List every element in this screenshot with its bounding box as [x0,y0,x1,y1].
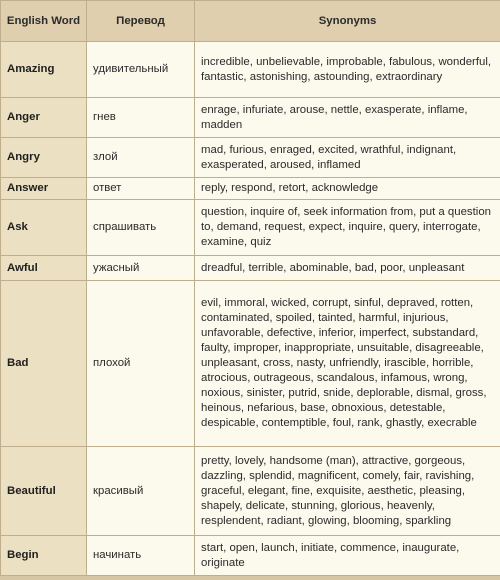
english-word: Answer [1,178,87,200]
translation: удивительный [87,42,195,98]
synonyms: incredible, unbelievable, improbable, fabulous, wonderful, fantastic, astonishing, astounding, extraordinary [195,42,500,98]
translation: красивый [87,447,195,536]
translation: ответ [87,178,195,200]
header-row [1,1,500,42]
table-row [1,200,500,256]
synonyms: enrage, infuriate, arouse, nettle, exasperate, inflame, madden [195,98,500,138]
table-row [1,138,500,178]
synonyms: mad, furious, enraged, excited, wrathful, indignant, exasperated, aroused, inflamed [195,138,500,178]
english-word: Angry [1,138,87,178]
synonyms: reply, respond, retort, acknowledge [195,178,500,200]
table-row [1,256,500,281]
table-row [1,178,500,200]
table-row [1,98,500,138]
synonyms: question, inquire of, seek information from, put a question to, demand, request, expect, inquire, query, interrogate, examine, quiz [195,200,500,256]
english-word: Begin [1,536,87,576]
synonyms: dreadful, terrible, abominable, bad, poor, unpleasant [195,256,500,281]
translation: плохой [87,281,195,447]
english-word: Bad [1,281,87,447]
english-word: Anger [1,98,87,138]
synonyms: evil, immoral, wicked, corrupt, sinful, depraved, rotten, contaminated, spoiled, tainted, harmful, injurious, unfavorable, defective, inferior, imperfect, substandard, faulty, improper, inappropriate, unsuitable, disagreeable, unpleasant, cross, nasty, unfriendly, irascible, horrible, atrocious, outrageous, scandalous, infamous, wrong, noxious, sinister, putrid, snide, deplorable, dismal, gross, heinous, nefarious, base, obnoxious, detestable, despicable, contemptible, foul, rank, ghastly, execrable [195,281,500,447]
synonyms: pretty, lovely, handsome (man), attractive, gorgeous, dazzling, splendid, magnificent, comely, fair, ravishing, graceful, elegant, fine, exquisite, aesthetic, pleasing, shapely, delicate, stunning, glorious, heavenly, resplendent, radiant, glowing, blooming, sparkling [195,447,500,536]
header-translation: Перевод [87,1,195,42]
translation: спрашивать [87,200,195,256]
english-word: Awful [1,256,87,281]
english-word: Amazing [1,42,87,98]
translation: ужасный [87,256,195,281]
header-synonyms: Synonyms [195,1,500,42]
english-word: Beautiful [1,447,87,536]
translation: начинать [87,536,195,576]
synonyms: start, open, launch, initiate, commence, inaugurate, originate [195,536,500,576]
translation: гнев [87,98,195,138]
table-row [1,447,500,536]
english-word: Ask [1,200,87,256]
header-english-word: English Word [1,1,87,42]
translation: злой [87,138,195,178]
table-row [1,42,500,98]
table-row [1,536,500,576]
table-row [1,281,500,447]
